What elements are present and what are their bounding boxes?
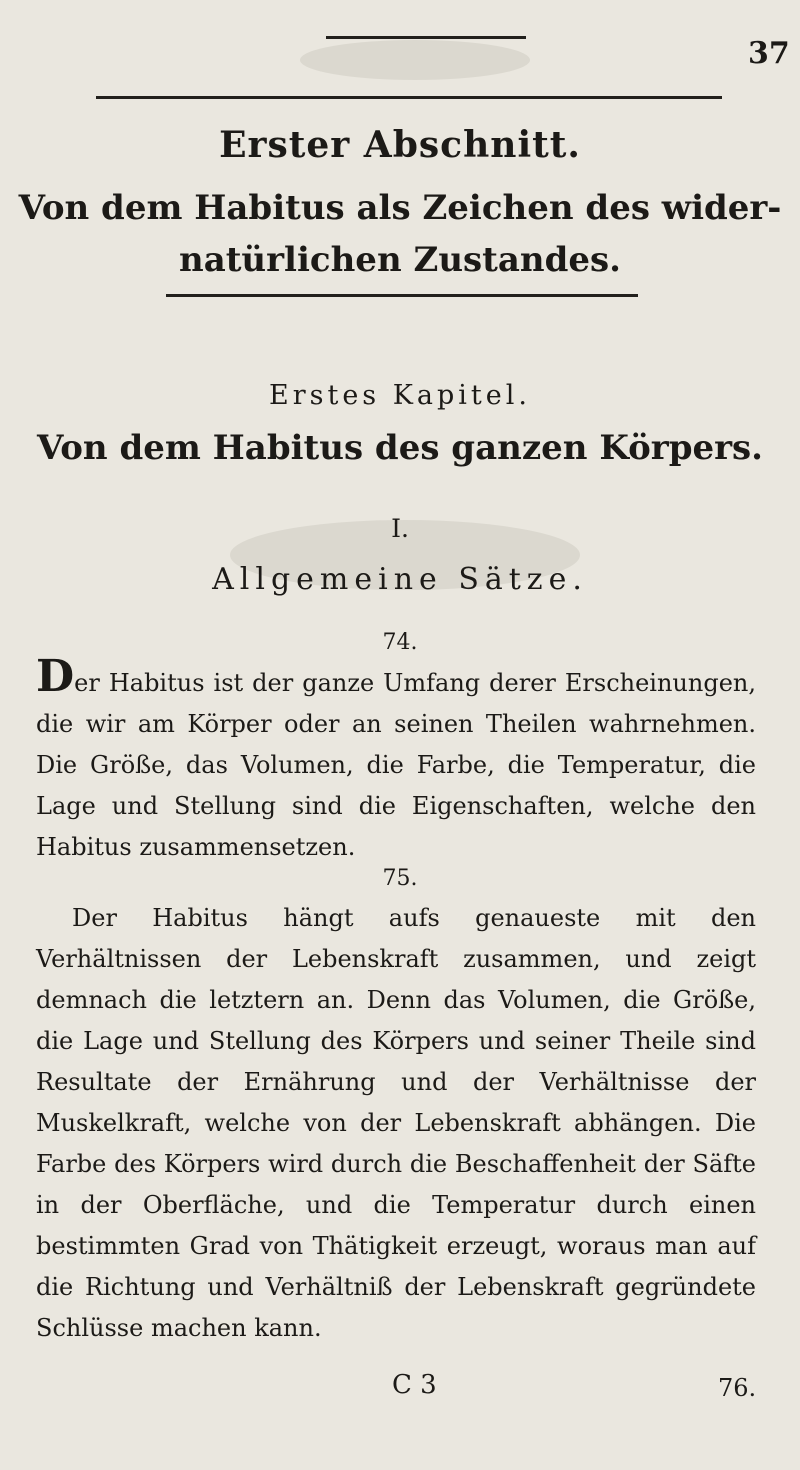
- top-rule-lower: [96, 96, 722, 99]
- paragraph-number: 75.: [382, 866, 418, 891]
- subsection-title: Allgemeine Sätze.: [212, 562, 588, 597]
- chapter-label: Erstes Kapitel.: [269, 380, 531, 411]
- paragraph: [36, 898, 756, 1349]
- top-rule-upper: [326, 36, 526, 39]
- drop-cap: D: [36, 651, 75, 702]
- section-subtitle-line-1: Von dem Habitus als Zeichen des wider-: [18, 188, 782, 228]
- paragraph-text: Der Habitus hängt aufs genaueste mit den Verhältnissen der Lebenskraft zusammen, und zeigt demnach die letztern an. Denn das Volumen, die Größe, die Lage und Stellung des Körpers und seiner Theile sind Resultate der Ernährung und der Verhältnisse der Muskelkraft, welche von der Lebenskraft abhängen. Die Farbe des Körpers wird durch die Beschaffenheit der Säfte in der Oberfläche, und die Temperatur durch einen bestimmten Grad von Thätigkeit erzeugt, woraus man auf die Richtung und Verhältniß der Lebenskraft gegründete Schlüsse machen kann.: [36, 904, 756, 1342]
- signature-mark: C 3: [392, 1370, 437, 1400]
- section-subtitle: [0, 182, 800, 286]
- section-divider: [166, 294, 638, 297]
- chapter-title: Von dem Habitus des ganzen Körpers.: [36, 428, 764, 468]
- section-subtitle-line-2: natürlichen Zustandes.: [178, 240, 622, 280]
- section-title: Erster Abschnitt.: [219, 124, 581, 166]
- subsection-number: I.: [391, 514, 409, 543]
- page-number: 37: [748, 36, 790, 71]
- paragraph-text: er Habitus ist der ganze Umfang derer Erscheinungen, die wir am Körper oder an seinen Theilen wahrnehmen. Die Größe, das Volumen, die Farbe, die Temperatur, die Lage und Stellung sind die Eigenschaften, welche den Habitus zusammensetzen.: [36, 669, 756, 861]
- ink-smudge: [300, 40, 530, 80]
- catchword: 76.: [718, 1374, 757, 1402]
- paragraph: [36, 651, 756, 868]
- paragraph-number: 74.: [382, 630, 418, 655]
